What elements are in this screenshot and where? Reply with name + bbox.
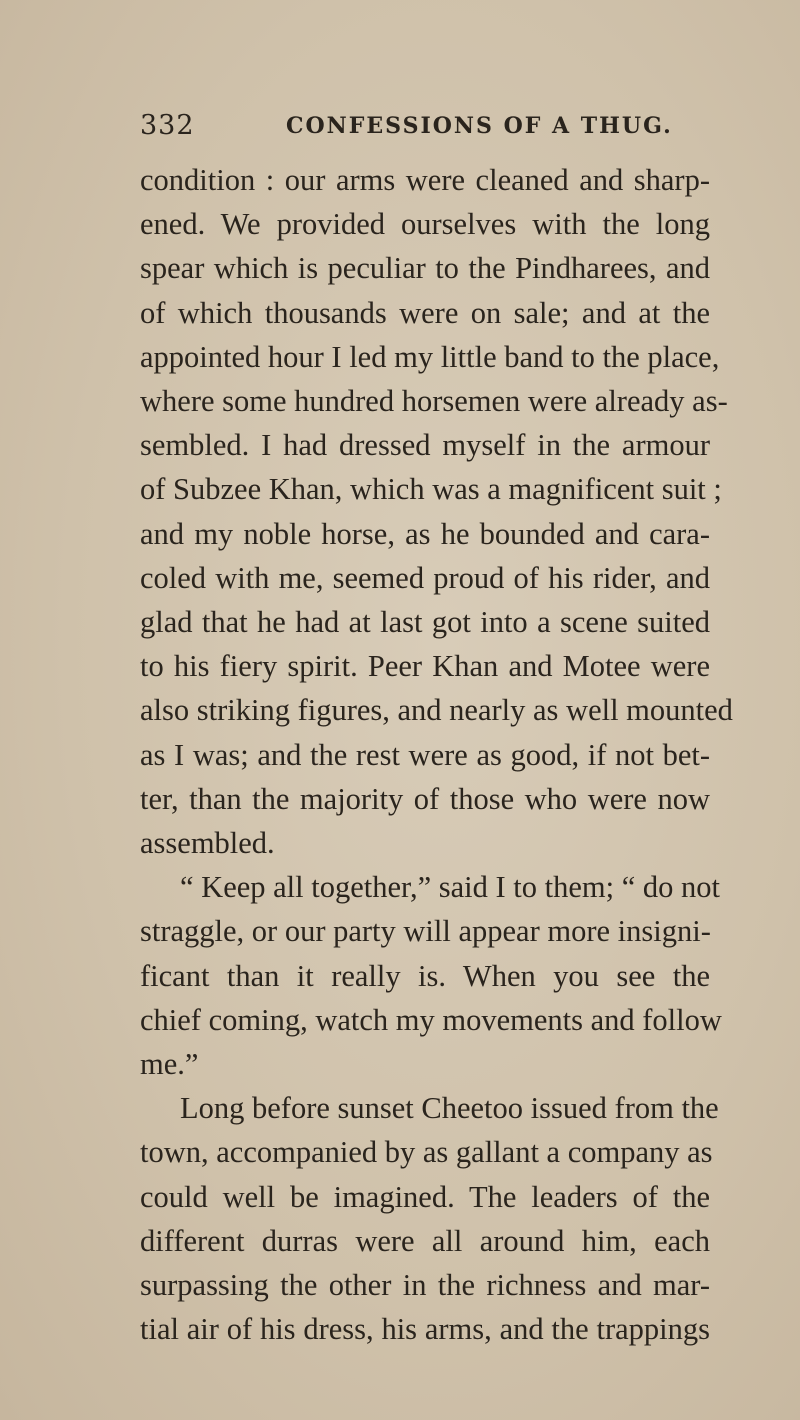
text-line: condition : our arms were cleaned and sharp- [140, 163, 710, 197]
text-line: tial air of his dress, his arms, and the trappings [140, 1312, 710, 1347]
text-line: of which thousands were on sale; and at the [140, 295, 710, 330]
text-line: ened. We provided ourselves with the long [140, 207, 710, 242]
paragraph [140, 158, 733, 865]
text-line: to his fiery spirit. Peer Khan and Motee were [140, 649, 710, 684]
text-line: ter, than the majority of those who were now [140, 781, 710, 816]
text-line: straggle, or our party will appear more insigni- [140, 914, 711, 949]
text-line: spear which is peculiar to the Pindharees, and [140, 251, 710, 286]
text-line: also striking figures, and nearly as well mounted [140, 693, 733, 728]
paragraph [140, 1086, 719, 1351]
text-line: glad that he had at last got into a scene suited [140, 605, 710, 640]
text-line: sembled. I had dressed myself in the armour [140, 428, 710, 463]
text-line: coled with me, seemed proud of his rider, and [140, 560, 710, 595]
text-line: assembled. [140, 826, 275, 861]
paragraph [140, 865, 722, 1086]
text-line: chief coming, watch my movements and follow [140, 1002, 722, 1037]
text-line: different durras were all around him, each [140, 1223, 710, 1258]
text-line: and my noble horse, as he bounded and cara- [140, 516, 710, 551]
text-line: surpassing the other in the richness and mar- [140, 1268, 710, 1303]
text-line: as I was; and the rest were as good, if not bet- [140, 737, 710, 772]
text-line: could well be imagined. The leaders of the [140, 1179, 710, 1214]
text-line: appointed hour I led my little band to the place, [140, 339, 720, 374]
page-number: 332 [140, 110, 195, 141]
text-line: where some hundred horsemen were already as- [140, 384, 728, 419]
text-line: Long before sunset Cheetoo issued from the [180, 1091, 719, 1126]
running-head [140, 104, 740, 148]
text-line: “ Keep all together,” said I to them; “ do not [180, 870, 720, 905]
body-text [140, 158, 733, 1351]
text-line: me.” [140, 1047, 199, 1082]
text-line: of Subzee Khan, which was a magnificent suit ; [140, 472, 722, 507]
text-line: ficant than it really is. When you see the [140, 958, 710, 993]
text-line: town, accompanied by as gallant a company as [140, 1135, 713, 1170]
running-title: CONFESSIONS OF A THUG. [286, 113, 673, 139]
